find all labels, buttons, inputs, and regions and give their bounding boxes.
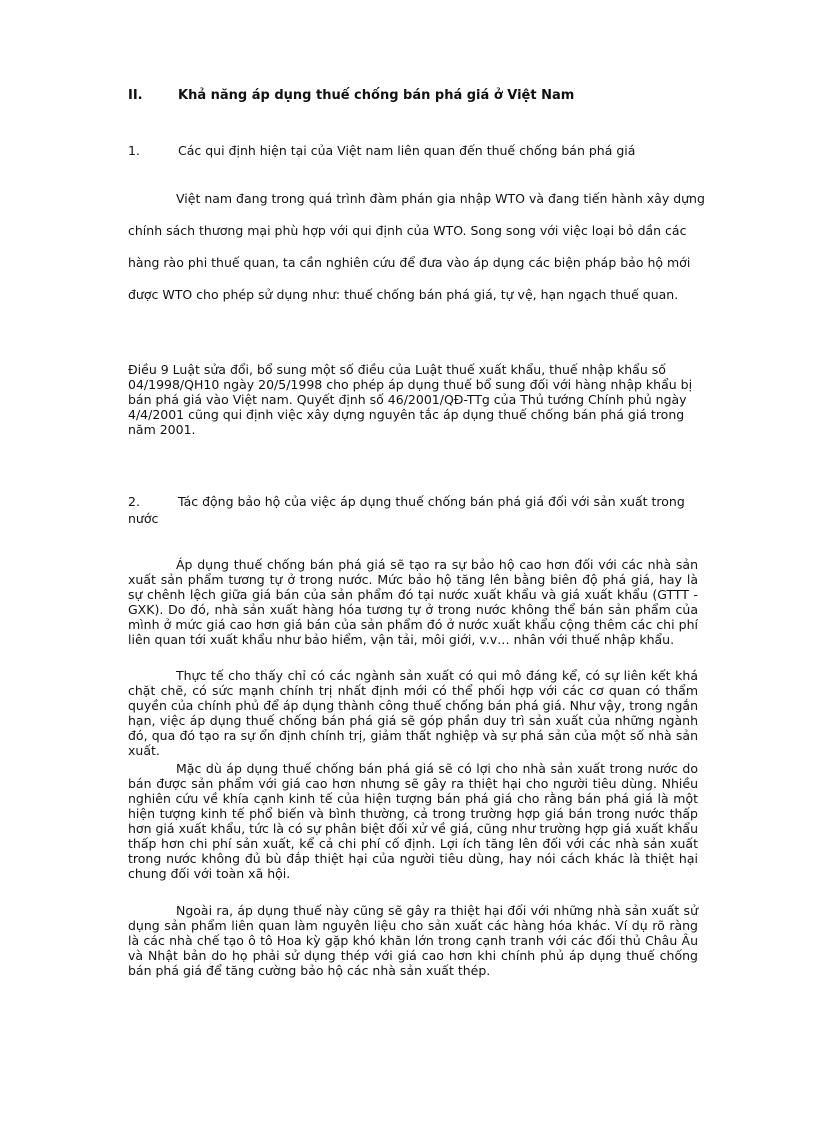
section-title: Khả năng áp dụng thuế chống bán phá giá ở Việt Nam: [178, 88, 575, 103]
section-number: II.: [128, 88, 143, 103]
paragraph-line: chính sách thương mại phù hợp với qui định của WTO. Song song với việc loại bỏ dần các: [128, 223, 687, 238]
paragraph-line: hàng rào phi thuế quan, ta cần nghiên cứu để đưa vào áp dụng các biện pháp bảo hộ mới: [128, 255, 691, 270]
subsection-2-title-continuation: nước: [128, 511, 159, 526]
paragraph-line: bán phá giá vào Việt nam. Quyết định số 46/2001/QĐ-TTg của Thủ tướng Chính phủ ngày: [128, 392, 687, 407]
subsection-2-title: Tác động bảo hộ của việc áp dụng thuế chống bán phá giá đối với sản xuất trong: [178, 494, 685, 509]
paragraph-legal-basis: [128, 362, 692, 437]
paragraph-downstream-producers: Ngoài ra, áp dụng thuế này cũng sẽ gây ra thiệt hại đối với những nhà sản xuất sử dụng sản phẩm liên quan làm nguyên liệu cho sản xuất các hàng hóa khác. Ví dụ rõ ràng là các nhà chế tạo ô tô Hoa kỳ gặp khó khăn lớn trong cạnh tranh với các đối thủ Châu Âu và Nhật bản do họ phải sử dụng thép với giá cao hơn khi chính phủ áp dụng thuế chống bán phá giá để tăng cường bảo hộ các nhà sản xuất thép.: [128, 903, 698, 978]
paragraph-industry-lobby: Thực tế cho thấy chỉ có các ngành sản xuất có qui mô đáng kể, có sự liên kết khá chặt chẽ, có sức mạnh chính trị nhất định mới có thể phối hợp với các cơ quan có thẩm quyền của chính phủ để áp dụng thành công thuế chống bán phá giá. Như vậy, trong ngắn hạn, việc áp dụng thuế chống bán phá giá sẽ góp phần duy trì sản xuất của những ngành đó, qua đó tạo ra sự ổn định chính trị, giảm thất nghiệp và sự phá sản của một số nhà sản xuất.: [128, 668, 698, 758]
paragraph-line: 4/4/2001 cũng qui định việc xây dựng nguyên tắc áp dụng thuế chống bán phá giá trong: [128, 407, 685, 422]
subsection-2-number: 2.: [128, 494, 140, 509]
section-heading: [128, 88, 574, 103]
paragraph-line: Điều 9 Luật sửa đổi, bổ sung một số điều của Luật thuế xuất khẩu, thuế nhập khẩu số: [128, 362, 666, 377]
paragraph-consumer-loss: Mặc dù áp dụng thuế chống bán phá giá sẽ có lợi cho nhà sản xuất trong nước do bán được sản phẩm với giá cao hơn nhưng sẽ gây ra thiệt hại cho người tiêu dùng. Nhiều nghiên cứu về khía cạnh kinh tế của hiện tượng bán phá giá cho rằng bán phá giá là một hiện tượng kinh tế phổ biến và bình thường, cả trong trường hợp giá bán trong nước thấp hơn giá xuất khẩu, tức là có sự phân biệt đối xử về giá, cũng như trường hợp giá xuất khẩu thấp hơn chi phí sản xuất, kể cả chi phí cố định. Lợi ích tăng lên đối với các nhà sản xuất trong nước không đủ bù đắp thiệt hại của người tiêu dùng, hay nói cách khác là thiệt hại chung đối với toàn xã hội.: [128, 761, 698, 881]
subsection-1-title: Các qui định hiện tại của Việt nam liên quan đến thuế chống bán phá giá: [178, 143, 636, 158]
paragraph-line: 04/1998/QH10 ngày 20/5/1998 cho phép áp dụng thuế bổ sung đối với hàng nhập khẩu bị: [128, 377, 693, 392]
paragraph-protection-effect: Áp dụng thuế chống bán phá giá sẽ tạo ra sự bảo hộ cao hơn đối với các nhà sản xuất sản phẩm tương tự ở trong nước. Mức bảo hộ tăng lên bằng biên độ phá giá, hay là sự chênh lệch giữa giá bán của sản phẩm đó tại nước xuất khẩu và giá xuất khẩu (GTTT - GXK). Do đó, nhà sản xuất hàng hóa tương tự ở trong nước không thể bán sản phẩm của mình ở mức giá cao hơn giá bán của sản phẩm đó ở nước xuất khẩu cộng thêm các chi phí liên quan tới xuất khẩu như bảo hiểm, vận tải, môi giới, v.v… nhân với thuế nhập khẩu.: [128, 557, 698, 647]
subsection-1-number: 1.: [128, 143, 140, 158]
paragraph-line: được WTO cho phép sử dụng như: thuế chống bán phá giá, tự vệ, hạn ngạch thuế quan.: [128, 287, 679, 302]
subsection-1-heading: [128, 143, 635, 158]
paragraph-line: năm 2001.: [128, 422, 196, 437]
paragraph-line: Việt nam đang trong quá trình đàm phán gia nhập WTO và đang tiến hành xây dựng: [176, 191, 705, 206]
paragraph-wto: [128, 183, 705, 311]
subsection-2-heading: [128, 493, 685, 527]
